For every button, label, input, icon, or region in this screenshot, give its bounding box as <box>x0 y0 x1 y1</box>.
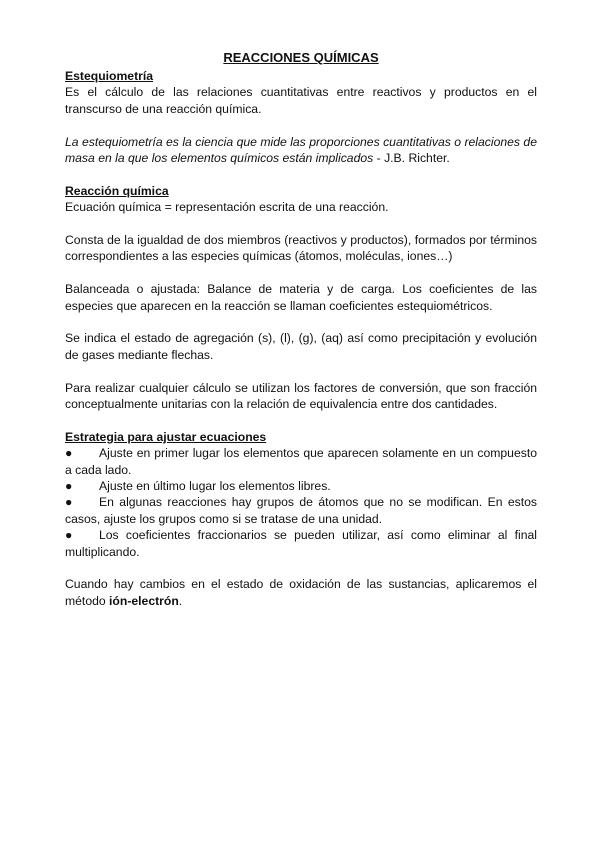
spacer <box>65 560 537 576</box>
reaccion-paragraph-5: Para realizar cualquier cálculo se utilizan los factores de conversión, que son fracción conceptualmente unitarias con la relación de equivalencia entre dos cantidades. <box>65 380 537 412</box>
reaccion-line1: Ecuación química = representación escrita de una reacción. <box>65 200 389 215</box>
list-item <box>65 527 537 560</box>
closing-paragraph <box>65 576 537 609</box>
closing-end: . <box>178 593 183 608</box>
list-item <box>65 445 537 478</box>
spacer <box>65 314 537 330</box>
list-item <box>65 478 537 494</box>
list-item-text: Los coeficientes fraccionarios se pueden utilizar, así como eliminar al final multiplicando. <box>65 528 537 559</box>
list-item <box>65 494 537 527</box>
list-item-text: En algunas reacciones hay grupos de átomos que no se modifican. En estos casos, ajuste los grupos como si se tratase de una unidad. <box>65 495 537 526</box>
reaccion-paragraph-2: Consta de la igualdad de dos miembros (reactivos y productos), formados por términos correspondientes a las especies químicas (átomos, moléculas, iones…) <box>65 233 537 264</box>
bullet-icon: ● <box>65 479 73 494</box>
bullet-icon: ● <box>65 495 73 510</box>
document-page <box>65 50 537 609</box>
reaccion-paragraph-4: Se indica el estado de agregación (s), (l), (g), (aq) así como precipitación y evolución de gases mediante flechas. <box>65 331 537 362</box>
section-heading-reaccion: Reacción química <box>65 183 169 198</box>
spacer <box>65 412 537 428</box>
estequiometria-quote <box>65 134 537 167</box>
spacer <box>65 166 537 182</box>
section-heading-estrategia: Estrategia para ajustar ecuaciones <box>65 429 267 444</box>
bullet-icon: ● <box>65 446 73 461</box>
spacer <box>65 363 537 379</box>
list-item-text: Ajuste en último lugar los elementos libres. <box>99 479 331 494</box>
quote-text: La estequiometría es la ciencia que mide las proporciones cuantitativas o relaciones de masa en la que los elementos químicos están implicados <box>65 134 537 166</box>
closing-text: Cuando hay cambios en el estado de oxidación de las sustancias, aplicaremos el método <box>65 577 537 608</box>
section-heading-estequiometria: Estequiometría <box>65 69 154 83</box>
spacer <box>65 265 537 281</box>
list-item-text: Ajuste en primer lugar los elementos que aparecen solamente en un compuesto a cada lado. <box>65 446 537 477</box>
spacer <box>65 216 537 232</box>
bullet-icon: ● <box>65 528 73 543</box>
closing-bold-term: ión-electrón <box>109 593 179 608</box>
quote-author: - J.B. Richter. <box>373 151 450 166</box>
spacer <box>65 117 537 133</box>
estequiometria-definition: Es el cálculo de las relaciones cuantitativas entre reactivos y productos en el transcurso de una reacción química. <box>65 85 537 116</box>
page-title: REACCIONES QUÍMICAS <box>223 50 379 65</box>
reaccion-paragraph-3: Balanceada o ajustada: Balance de materia y de carga. Los coeficientes de las especies que aparecen en la reacción se llaman coeficientes estequiométricos. <box>65 282 537 313</box>
